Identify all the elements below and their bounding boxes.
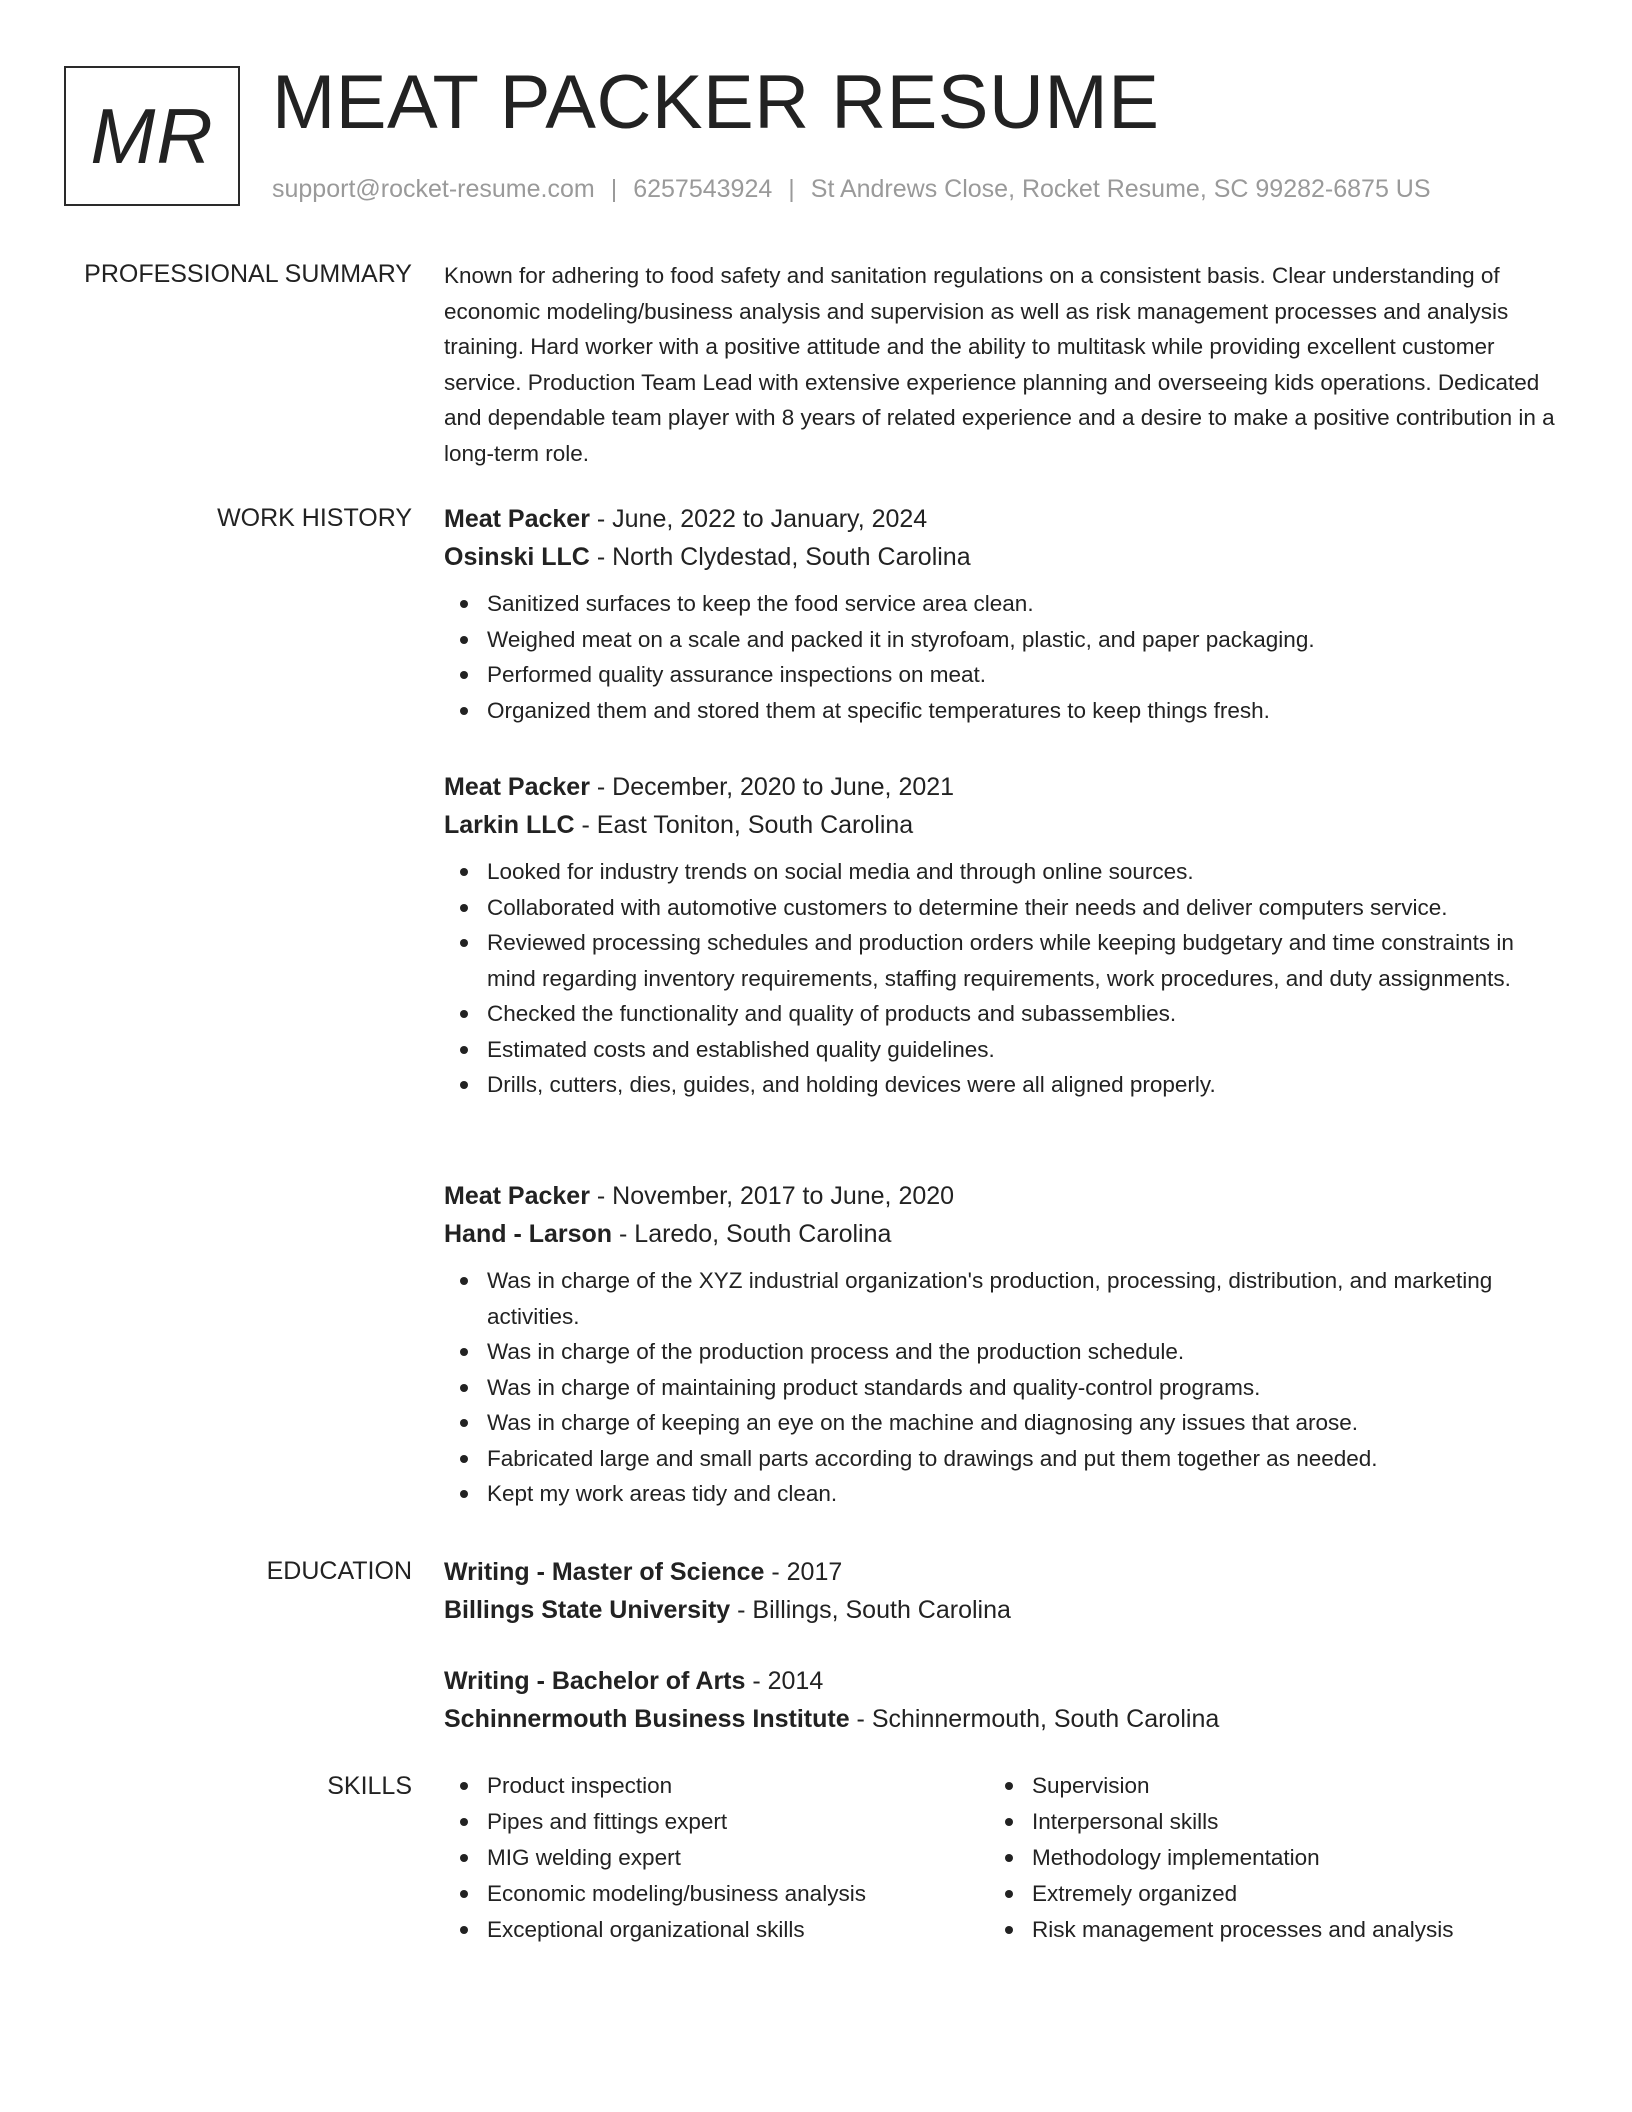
skill-item: Extremely organized xyxy=(989,1876,1534,1912)
resume-title: MEAT PACKER RESUME xyxy=(272,60,1160,145)
job-title: Meat Packer xyxy=(444,773,590,801)
job-company: Osinski LLC xyxy=(444,543,590,571)
job-bullets xyxy=(444,854,1564,1103)
skill-item: Methodology implementation xyxy=(989,1840,1534,1876)
list-item: Was in charge of the XYZ industrial organization's production, processing, distribution, and marketing activities. xyxy=(444,1263,1564,1334)
contact-phone[interactable]: 6257543924 xyxy=(633,175,773,203)
skill-item: Risk management processes and analysis xyxy=(989,1912,1534,1948)
education-year: - 2017 xyxy=(764,1558,843,1586)
contact-email[interactable]: support@rocket-resume.com xyxy=(272,175,595,203)
section-label: WORK HISTORY xyxy=(217,504,412,532)
list-item: Sanitized surfaces to keep the food service area clean. xyxy=(444,586,1564,622)
education-degree: Writing - Master of Science xyxy=(444,1558,765,1586)
monogram-box xyxy=(64,66,240,206)
list-item: Drills, cutters, dies, guides, and holding devices were all aligned properly. xyxy=(444,1067,1564,1103)
skill-item: Economic modeling/business analysis xyxy=(444,1876,989,1912)
list-item: Was in charge of maintaining product standards and quality-control programs. xyxy=(444,1370,1564,1406)
job-company-line xyxy=(444,806,1564,844)
job-entry xyxy=(444,768,1564,1177)
list-item: Estimated costs and established quality guidelines. xyxy=(444,1032,1564,1068)
list-item: Kept my work areas tidy and clean. xyxy=(444,1476,1564,1512)
list-item: Performed quality assurance inspections on meat. xyxy=(444,657,1564,693)
skill-item: MIG welding expert xyxy=(444,1840,989,1876)
list-item: Checked the functionality and quality of products and subassemblies. xyxy=(444,996,1564,1032)
job-bullets xyxy=(444,1263,1564,1512)
skill-item: Product inspection xyxy=(444,1768,989,1804)
skill-item: Exceptional organizational skills xyxy=(444,1912,989,1948)
education-degree: Writing - Bachelor of Arts xyxy=(444,1667,746,1695)
job-location: - North Clydestad, South Carolina xyxy=(589,543,971,571)
list-item: Was in charge of keeping an eye on the machine and diagnosing any issues that arose. xyxy=(444,1405,1564,1441)
section-label: EDUCATION xyxy=(266,1557,412,1585)
education-location: - Billings, South Carolina xyxy=(730,1596,1011,1624)
job-title-line xyxy=(444,768,1564,806)
education-school: Billings State University xyxy=(444,1596,731,1624)
job-location: - East Toniton, South Carolina xyxy=(574,811,914,839)
section-body xyxy=(444,500,1564,1553)
job-company-line xyxy=(444,538,1564,576)
section-label: SKILLS xyxy=(327,1772,412,1800)
summary-text: Known for adhering to food safety and sanitation regulations on a consistent basis. Clear understanding of economic modeling/business analysis and supervision as well as risk management processes and analysis training. Hard worker with a positive attitude and the ability to multitask while providing excellent customer service. Production Team Lead with extensive experience planning and overseeing kids operations. Dedicated and dependable team player with 8 years of related experience and a desire to make a positive contribution in a long-term role. xyxy=(444,263,1555,466)
section-skills xyxy=(0,1768,1632,1948)
list-item: Looked for industry trends on social media and through online sources. xyxy=(444,854,1564,890)
section-body xyxy=(444,256,1564,471)
skills-column-left xyxy=(444,1768,989,1948)
contact-separator: | xyxy=(610,175,618,203)
list-item: Organized them and stored them at specific temperatures to keep things fresh. xyxy=(444,693,1564,729)
education-year: - 2014 xyxy=(745,1667,824,1695)
skills-grid xyxy=(444,1768,1564,1948)
list-item: Collaborated with automotive customers to determine their needs and deliver computers service. xyxy=(444,890,1564,926)
list-item: Fabricated large and small parts according to drawings and put them together as needed. xyxy=(444,1441,1564,1477)
education-entry xyxy=(444,1662,1564,1768)
skills-column-right xyxy=(989,1768,1534,1948)
job-title-line xyxy=(444,1177,1564,1215)
job-dates: - November, 2017 to June, 2020 xyxy=(589,1182,955,1210)
job-title: Meat Packer xyxy=(444,505,590,533)
job-location: - Laredo, South Carolina xyxy=(612,1220,892,1248)
contact-line xyxy=(272,172,1431,206)
job-company: Larkin LLC xyxy=(444,811,575,839)
job-dates: - June, 2022 to January, 2024 xyxy=(589,505,928,533)
education-degree-line xyxy=(444,1553,1564,1591)
job-entry xyxy=(444,1177,1564,1553)
skill-item: Interpersonal skills xyxy=(989,1804,1534,1840)
list-item: Reviewed processing schedules and production orders while keeping budgetary and time constraints in mind regarding inventory requirements, staffing requirements, work procedures, and duty assignments. xyxy=(444,925,1564,996)
job-entry xyxy=(444,500,1564,768)
monogram-initials: MR xyxy=(90,92,214,180)
education-degree-line xyxy=(444,1662,1564,1700)
section-professional-summary xyxy=(0,256,1632,500)
section-body xyxy=(444,1553,1564,1768)
education-location: - Schinnermouth, South Carolina xyxy=(849,1705,1220,1733)
education-entry xyxy=(444,1553,1564,1662)
job-company-line xyxy=(444,1215,1564,1253)
skill-item: Supervision xyxy=(989,1768,1534,1804)
job-bullets xyxy=(444,586,1564,728)
section-work-history xyxy=(0,500,1632,1553)
education-school-line xyxy=(444,1700,1564,1738)
contact-address: St Andrews Close, Rocket Resume, SC 99282-6875 US xyxy=(810,175,1431,203)
job-company: Hand - Larson xyxy=(444,1220,613,1248)
resume-sections xyxy=(0,256,1632,1948)
education-school-line xyxy=(444,1591,1564,1629)
job-title-line xyxy=(444,500,1564,538)
list-item: Weighed meat on a scale and packed it in styrofoam, plastic, and paper packaging. xyxy=(444,622,1564,658)
skill-item: Pipes and fittings expert xyxy=(444,1804,989,1840)
job-dates: - December, 2020 to June, 2021 xyxy=(589,773,955,801)
list-item: Was in charge of the production process and the production schedule. xyxy=(444,1334,1564,1370)
section-education xyxy=(0,1553,1632,1768)
section-body xyxy=(444,1768,1564,1948)
job-title: Meat Packer xyxy=(444,1182,590,1210)
section-label: PROFESSIONAL SUMMARY xyxy=(84,260,412,288)
education-school: Schinnermouth Business Institute xyxy=(444,1705,850,1733)
contact-separator: | xyxy=(788,175,795,203)
